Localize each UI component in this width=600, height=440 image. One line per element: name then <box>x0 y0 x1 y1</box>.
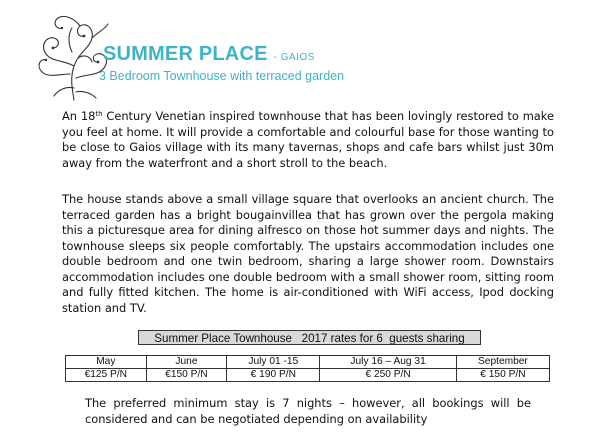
property-location: - GAIOS <box>273 52 315 63</box>
description-paragraph-2: The house stands above a small village square that overlooks an ancient church. The terraced garden has a bright bougainvillea that has grown over the pergola making this a picturesque area for dining alfresco on those hot summer days and nights. The townhouse sleeps six people comfortably. The upstairs accommodation includes one double bedroom and one twin bedroom, sharing a large shower room. Downstairs accommodation includes one double bedroom with a small shower room, sitting room and fully fitted kitchen. The home is air-conditioned with WiFi access, Ipod docking station and TV. <box>62 192 554 315</box>
minimum-stay-note: The preferred minimum stay is 7 nights – however, all bookings will be considered and can be negotiated depending on availability <box>85 396 531 426</box>
rates-title: Summer Place Townhouse 2017 rates for 6 guests sharing <box>138 330 481 345</box>
rate-price: € 190 P/N <box>227 369 320 382</box>
property-subtitle: 3 Bedroom Townhouse with terraced garden <box>99 69 345 83</box>
description-superscript: th <box>95 110 103 118</box>
rate-period: June <box>146 356 227 369</box>
description-paragraph-1 <box>62 109 554 171</box>
rate-period: September <box>456 356 549 369</box>
decorative-swirl-icon <box>34 8 112 102</box>
rate-period: May <box>66 356 147 369</box>
description-rest: Century Venetian inspired townhouse that has been lovingly restored to make you feel at home. It will provide a comfortable and colourful base for those wanting to be close to Gaios village with its many tavernas, shops and cafe bars whilst just 30m away from the waterfront and a short stroll to the beach. <box>62 109 554 170</box>
rates-table <box>65 355 550 382</box>
rate-period: July 16 – Aug 31 <box>320 356 456 369</box>
rates-periods-row <box>66 356 550 369</box>
page-title <box>103 43 315 66</box>
rate-period: July 01 -15 <box>227 356 320 369</box>
description-lead: An 18 <box>62 109 96 123</box>
rates-prices-row <box>66 369 550 382</box>
rate-price: €125 P/N <box>66 369 147 382</box>
rate-price: € 150 P/N <box>456 369 549 382</box>
property-name: SUMMER PLACE <box>103 43 268 65</box>
rate-price: € 250 P/N <box>320 369 456 382</box>
rate-price: €150 P/N <box>146 369 227 382</box>
